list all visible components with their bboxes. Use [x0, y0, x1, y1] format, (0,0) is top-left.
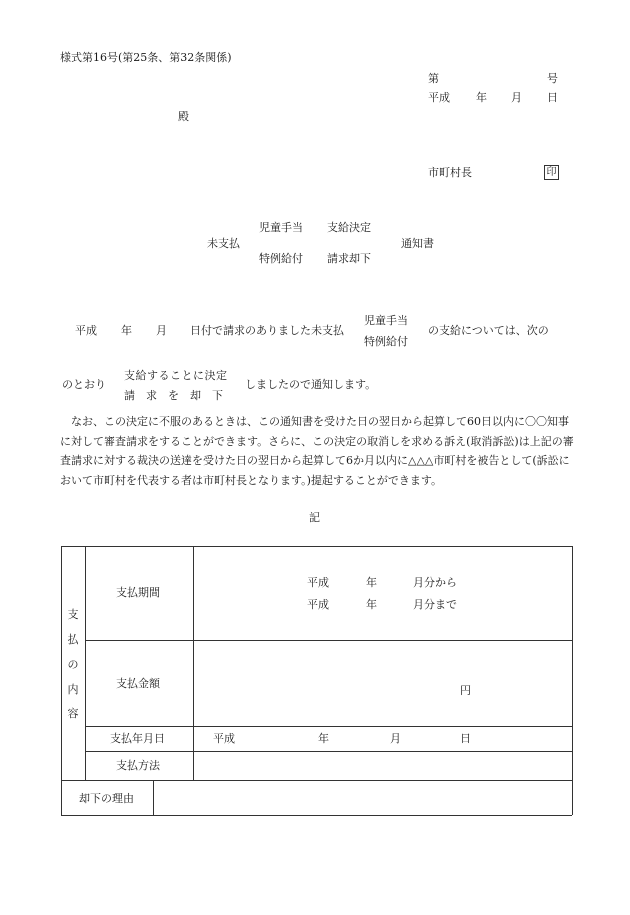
period-to-era: 平成 — [307, 598, 329, 611]
ki-heading: 記 — [309, 511, 320, 524]
payment-date-label: 支払年月日 — [110, 732, 165, 745]
decision-option-approve: 支給することに決定 — [124, 369, 228, 382]
doc-number-suffix: 号 — [547, 72, 558, 85]
body-line1-text: 日付で請求のありました未支払 — [190, 324, 344, 337]
body-line2-head: のとおり — [62, 378, 106, 391]
group-label-char: 払 — [67, 633, 79, 646]
amount-label: 支払金額 — [116, 677, 160, 690]
appeal-notice: なお、この決定に不服のあるときは、この通知書を受けた日の翌日から起算して60日以内に〇〇知事に対して審査請求をすることができます。さらに、この決定の取消しを求める訴え(取消訴訟)は上記の審査請求に対する裁決の送達を受けた日の翌日から起算して6か月以内に△△△市町村を被告として(訴訟において市町村を代表する者は市町村長となります。)提起することができます。 — [60, 415, 574, 487]
period-to-month: 月分まで — [413, 598, 457, 611]
period-from-era: 平成 — [307, 576, 329, 589]
addressee-suffix: 殿 — [178, 110, 189, 123]
title-option1-top: 児童手当 — [259, 221, 303, 234]
payment-date-month: 月 — [390, 732, 401, 745]
body-line2-tail: しましたので通知します。 — [245, 378, 377, 391]
body-option-bottom: 特例給付 — [364, 335, 408, 348]
group-label-char: 容 — [67, 707, 79, 720]
group-label-char: 内 — [67, 683, 79, 696]
title-option1-bottom: 特例給付 — [259, 252, 303, 265]
form-number: 様式第16号(第25条、第32条関係) — [60, 51, 232, 64]
decision-option-reject: 請 求 を 却 下 — [124, 389, 223, 402]
period-label: 支払期間 — [116, 586, 160, 599]
issue-date-year: 年 — [476, 91, 487, 104]
body-line1-tail: の支給については、次の — [428, 324, 549, 337]
rejection-reason-label: 却下の理由 — [79, 792, 134, 805]
doc-number-prefix: 第 — [428, 72, 439, 85]
group-label-char: 支 — [67, 608, 79, 621]
method-label: 支払方法 — [116, 759, 160, 772]
body-date-month: 月 — [156, 324, 167, 337]
issue-date-era: 平成 — [428, 91, 450, 104]
seal-mark: 印 — [544, 165, 559, 180]
payment-date-era: 平成 — [213, 732, 235, 745]
issue-date-day: 日 — [547, 91, 558, 104]
body-option-top: 児童手当 — [364, 314, 408, 327]
group-label-char: の — [67, 658, 79, 671]
amount-unit: 円 — [460, 684, 471, 697]
payment-date-year: 年 — [318, 732, 329, 745]
issue-date-month: 月 — [511, 91, 522, 104]
period-from-month: 月分から — [413, 576, 457, 589]
period-from-year: 年 — [366, 576, 377, 589]
period-to-year: 年 — [366, 598, 377, 611]
body-date-era: 平成 — [75, 324, 97, 337]
body-date-year: 年 — [121, 324, 132, 337]
title-suffix: 通知書 — [401, 237, 434, 250]
payment-date-day: 日 — [460, 732, 471, 745]
title-prefix: 未支払 — [207, 237, 240, 250]
issuer: 市町村長 — [428, 166, 472, 179]
title-option2-top: 支給決定 — [327, 221, 371, 234]
title-option2-bottom: 請求却下 — [327, 252, 371, 265]
